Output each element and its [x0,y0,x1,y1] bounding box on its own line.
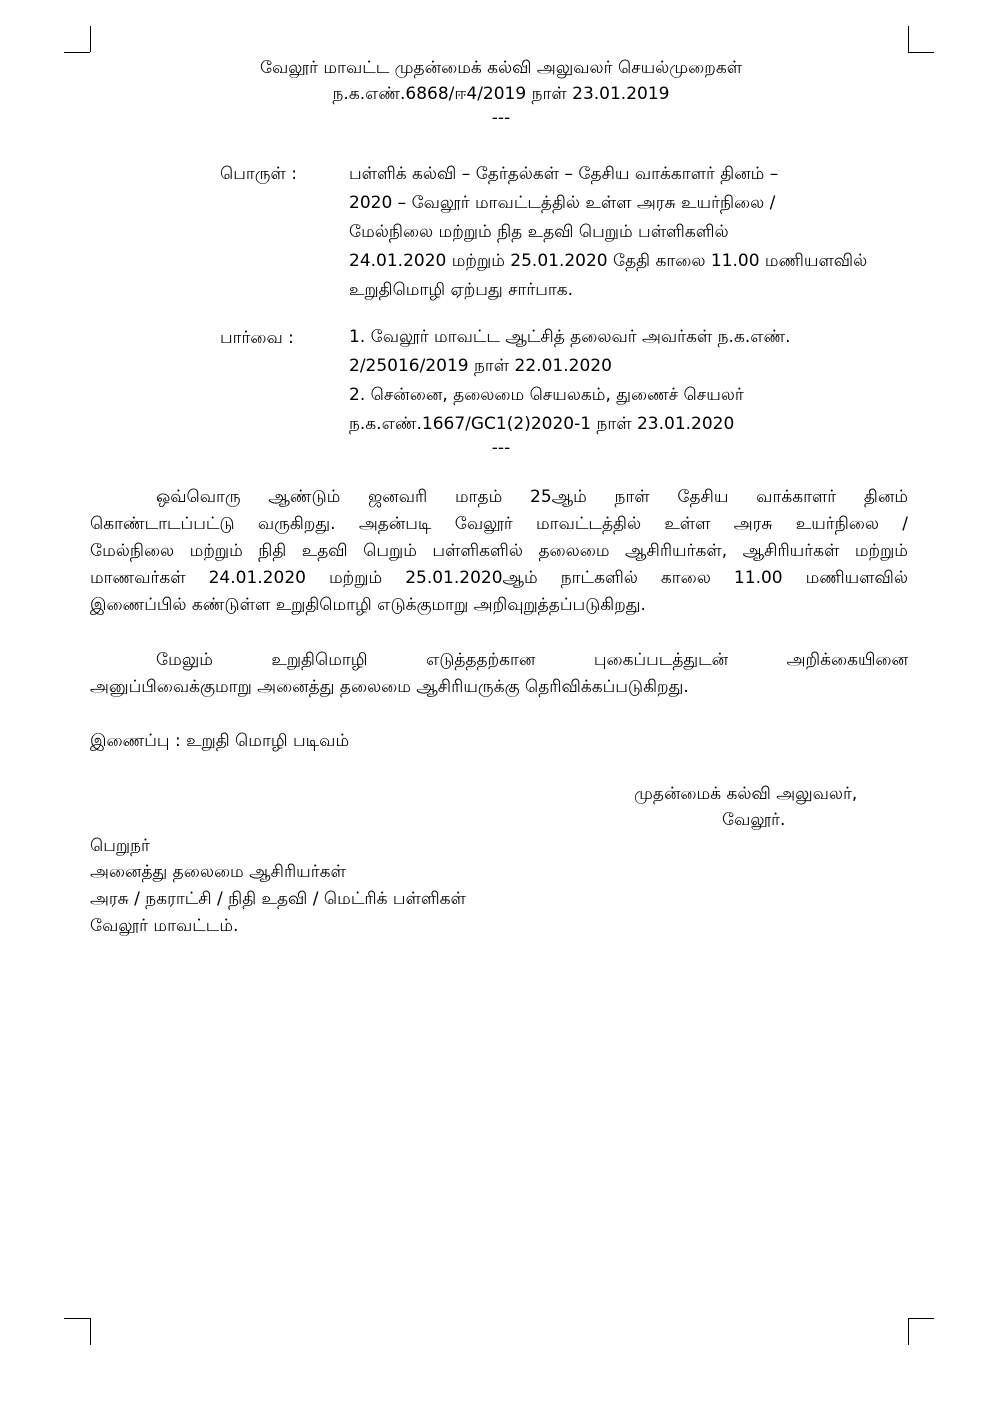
paragraph-line: மேல்நிலை மற்றும் நிதி உதவி பெறும் பள்ளிகளில் தலைமை ஆசிரியர்கள், ஆசிரியர்கள் மற்றும் [90,541,908,561]
paragraph-line: ஒவ்வொரு ஆண்டும் ஜனவரி மாதம் 25ஆம் நாள் தேசிய வாக்காளர் தினம் [156,487,908,507]
reference-text [349,323,909,439]
paragraph-line: மாணவர்கள் 24.01.2020 மற்றும் 25.01.2020ஆம் நாட்களில் காலை 11.00 மணியளவில் [90,568,908,588]
crop-mark-bottom-left [90,1318,91,1345]
paragraph-line: அனுப்பிவைக்குமாறு அனைத்து தலைமை ஆசிரியருக்கு தெரிவிக்கப்படுகிறது. [90,677,689,697]
reference-line: 1. வேலூர் மாவட்ட ஆட்சித் தலைவர் அவர்கள் ந.க.எண். [349,327,791,347]
crop-mark-top-left [64,52,90,53]
crop-mark-top-left [90,26,91,52]
subject-line: 2020 – வேலூர் மாவட்டத்தில் உள்ள அரசு உயர்நிலை / [349,193,776,213]
subject-line: மேல்நிலை மற்றும் நித உதவி பெறும் பள்ளிகளில் [349,222,729,242]
reference-line: 2/25016/2019 நாள் 22.01.2020 [349,356,612,376]
attachment-note: இணைப்பு : உறுதி மொழி படிவம் [90,731,350,751]
body-paragraph-1 [90,484,908,619]
subject-line: 24.01.2020 மற்றும் 25.01.2020 தேதி காலை 11.00 மணியளவில் [349,251,868,271]
reference-line: 2. சென்னை, தலைமை செயலகம், துணைச் செயலர் [349,385,744,405]
reference-line: ந.க.எண்.1667/GC1(2)2020-1 நாள் 23.01.2020 [349,414,735,434]
reference-label: பார்வை : [220,328,294,348]
recipient-line: அரசு / நகராட்சி / நிதி உதவி / மெட்ரிக் பள்ளிகள் [90,889,466,909]
subject-line: உறுதிமொழி ஏற்பது சார்பாக. [349,280,574,300]
recipient-line: அனைத்து தலைமை ஆசிரியர்கள் [90,862,346,882]
crop-mark-bottom-right [908,1318,934,1319]
crop-mark-bottom-right [908,1318,909,1345]
recipients-heading: பெறுநர் [90,836,150,856]
crop-mark-bottom-left [64,1318,90,1319]
crop-mark-top-right [908,52,934,53]
crop-mark-top-right [908,26,909,52]
reference-number: ந.க.எண்.6868/ஈ4/2019 நாள் 23.01.2019 [332,84,670,104]
paragraph-line: கொண்டாடப்பட்டு வருகிறது. அதன்படி வேலூர் மாவட்டத்தில் உள்ள அரசு உயர்நிலை / [90,514,908,534]
subject-label: பொருள் : [220,164,297,184]
separator: --- [491,438,511,458]
subject-text [349,160,909,305]
recipient-line: வேலூர் மாவட்டம். [90,916,239,936]
document-title: வேலூர் மாவட்ட முதன்மைக் கல்வி அலுவலர் செயல்முறைகள் [259,58,743,78]
signatory-designation: முதன்மைக் கல்வி அலுவலர், [634,784,858,804]
body-paragraph-2 [90,647,908,701]
paragraph-line: இணைப்பில் கண்டுள்ள உறுதிமொழி எடுக்குமாறு அறிவுறுத்தப்படுகிறது. [90,595,646,615]
signatory-place: வேலூர். [722,810,786,830]
separator: --- [491,108,511,128]
paragraph-line: மேலும் உறுதிமொழி எடுத்ததற்கான புகைப்படத்துடன் அறிக்கையினை [156,650,908,670]
subject-line: பள்ளிக் கல்வி – தேர்தல்கள் – தேசிய வாக்காளர் தினம் – [349,164,779,184]
